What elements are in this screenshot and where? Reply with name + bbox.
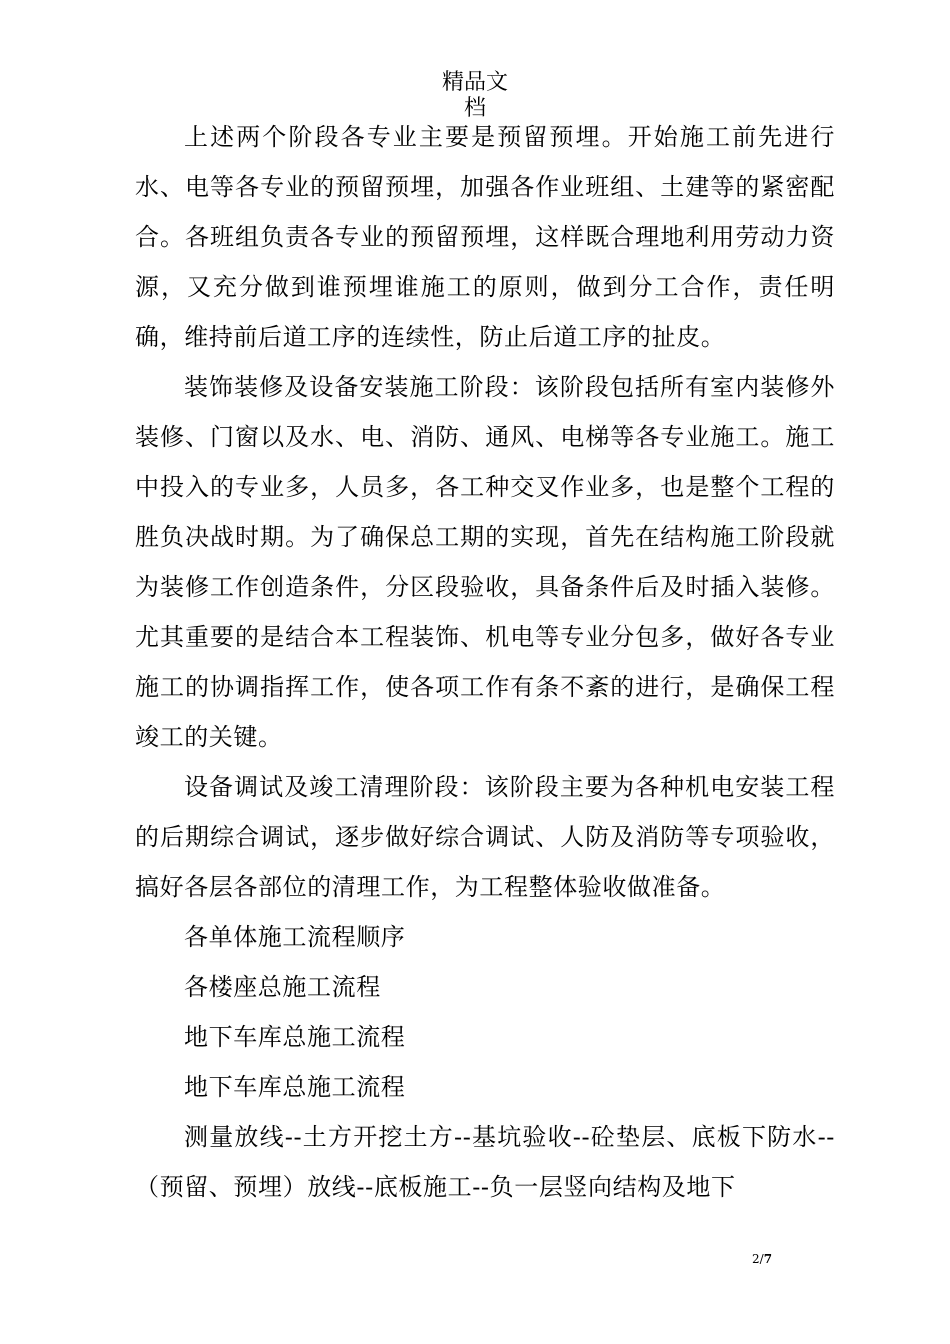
paragraph-1: 上述两个阶段各专业主要是预留预埋。开始施工前先进行水、电等各专业的预留预埋，加强各作业班组、土建等的紧密配合。各班组负责各专业的预留预埋，这样既合理地利用劳动力资源，又充分做到谁预埋谁施工的原则，做到分工合作，责任明确，维持前后道工序的连续性，防止后道工序的扯皮。 <box>135 123 835 351</box>
paragraph-5: 各楼座总施工流程 <box>184 973 381 1001</box>
paragraph-8: 测量放线--土方开挖土方--基坑验收--砼垫层、底板下防水--（预留、预埋）放线--底板施工--负一层竖向结构及地下 <box>135 1123 835 1201</box>
paragraph-7: 地下车库总施工流程 <box>184 1073 406 1101</box>
header-line-2: 档 <box>463 96 486 121</box>
document-body <box>135 112 835 1212</box>
page-number-current: 2/ <box>752 1252 764 1266</box>
paragraph-4: 各单体施工流程顺序 <box>184 923 406 951</box>
paragraph-6: 地下车库总施工流程 <box>184 1023 406 1051</box>
header-line-1: 精品文 <box>441 70 508 95</box>
paragraph-2: 装饰装修及设备安装施工阶段：该阶段包括所有室内装修外装修、门窗以及水、电、消防、通风、电梯等各专业施工。施工中投入的专业多，人员多，各工种交叉作业多，也是整个工程的胜负决战时期。为了确保总工期的实现，首先在结构施工阶段就为装修工作创造条件，分区段验收，具备条件后及时插入装修。尤其重要的是结合本工程装饰、机电等专业分包多，做好各专业施工的协调指挥工作，使各项工作有条不紊的进行，是确保工程竣工的关键。 <box>135 373 835 751</box>
page-number <box>752 1252 772 1266</box>
page-number-total: 7 <box>763 1252 773 1266</box>
paragraph-3: 设备调试及竣工清理阶段：该阶段主要为各种机电安装工程的后期综合调试，逐步做好综合调试、人防及消防等专项验收，搞好各层各部位的清理工作，为工程整体验收做准备。 <box>135 773 835 901</box>
